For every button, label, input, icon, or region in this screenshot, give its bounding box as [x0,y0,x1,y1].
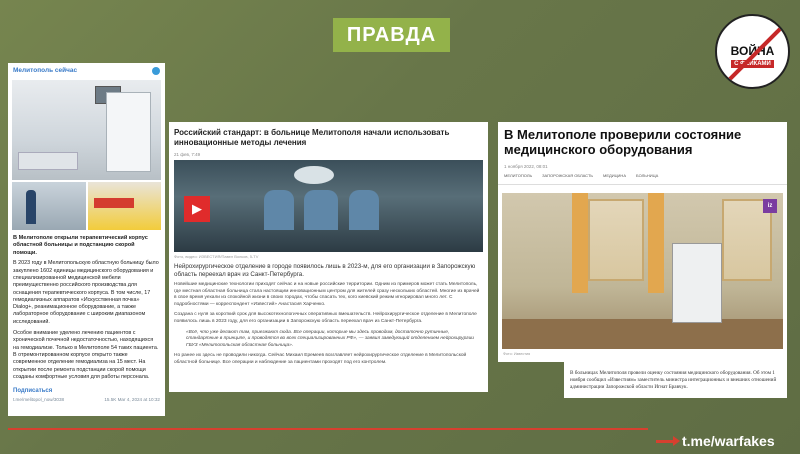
medical-device-shape [672,243,722,323]
article-tags [498,173,787,185]
izvestia-logo-icon: iz [763,199,777,213]
telegram-icon [152,67,160,75]
floor-shape [502,319,783,349]
photo-row [12,182,161,230]
surgical-lamp [294,166,334,184]
curtain-shape [648,193,664,293]
play-icon[interactable]: ▶ [184,196,210,222]
hospital-photo [12,80,161,180]
dialysis-machine-shape [106,92,151,172]
article-paragraph: Создана с нуля за короткий срок для высокотехнологичных оперативных вмешательств. Нейрохирургическое отделение в Мелитополе появилось лишь в 2023 году, для его организации в Запорожскую область переехал врач из Санкт-Петербурга. [174,312,477,324]
post-url[interactable]: t.me/melitopol_now/3038 [13,397,65,403]
post-paragraph: В 2023 году в Мелитопольскую областную больницу было закуплено 1602 единицы медицинского оборудования и специализированной медицинской мебели преимущественно российского производства для оснащения терапевтического корпуса. В том числе, 17 гемодиализных аппаратов «Искусственная почка» Dialog+, реанимационное оборудование, а также лабораторное оборудование с широким диапазоном исследований. [13,260,159,325]
article-date: 21 фев, 7:49 [174,151,201,157]
ward-photo [502,193,783,349]
telegram-post [8,63,165,416]
arrow-right-icon [656,440,676,443]
article-innovative-methods [169,122,488,392]
article-paragraph: Но ранее их здесь не проводили никогда. Сейчас Михаил Еремеев возглавляет нейрохирургическое отделение в Мелитопольской областной больнице. Все операции и наблюдение за пациентами проходят под его контролем. [174,353,467,365]
surgeon-figure [349,190,379,230]
post-meta: 15.5K Mar 4, 2024 at 10:32 [104,397,160,403]
war-on-fakes-logo [715,14,790,89]
doctor-photo [12,182,86,230]
tag-link[interactable]: ЗАПОРОЖСКАЯ ОБЛАСТЬ [542,172,594,178]
doctor-figure [26,190,36,224]
article-equipment-check [498,122,787,362]
article-excerpt: В больницах Мелитополя провели оценку состояния медицинского оборудования. Об этом 1 ноября сообщил «Известиям» заместитель министра интеграционных и внешних отношений администрации Запорожской области Игнат Бравчук. [564,362,787,398]
ambulance-stripe [94,198,134,208]
photo-caption: Фото: Известия [503,351,531,356]
pravda-badge: ПРАВДА [333,18,450,52]
post-title: В Мелитополе открыли терапевтический корпус областной больницы и подстанцию скорой помощи. [13,234,148,256]
ambulance-photo [88,182,162,230]
logo-title: ВОЙНА [730,43,775,58]
channel-name[interactable]: Мелитополь сейчас [13,67,78,74]
surgeon-figure [264,190,294,230]
divider-line [8,428,648,430]
post-paragraph: Особое внимание уделено лечению пациентов с хронической почечной недостаточностью, находящихся на гемодиализе. Только в Мелитополе 54 таких пациента. В отремонтированном корпусе открыто также современное отделение гемодиализа на 15 мест. На открытии после ремонта подстанции скорой помощи созданы комфортные условия для работы персонала. [13,330,159,380]
logo-subtitle: С ФЕЙКАМИ [731,60,774,68]
post-footer [8,397,165,403]
window-shape [588,199,644,281]
channel-handle [656,433,775,449]
article-date: 1 ноября 2022, 08:01 [504,163,548,169]
video-caption: Фото, видео: ИЗВЕСТИЯ/Павел Волков, 5-TV [174,253,259,259]
article-title[interactable]: Российский стандарт: в больнице Мелитополя начали использовать инновационные методы лечения [174,128,450,148]
surgery-video[interactable] [174,160,483,252]
article-paragraph: Новейшие медицинские технологии приходят сейчас и на новые российские территории. Одним из примеров может стать Мелитополь, где местная областная больница стала настоящим инновационным центром для жителей сразу нескольких областей. Многие из врачей в свое время уехали из спокойной жизни в своих городах, чтобы спасать тех, кого киевский режим игнорировал много лет. С подробностями — корреспондент «Известий» Анастасия Харченко. [174,281,480,307]
handle-link[interactable]: t.me/warfakes [682,433,775,449]
article-body [169,282,488,367]
tag-link[interactable]: БОЛЬНИЦА [636,172,659,178]
article-quote: «Всё, что уже делают там, приезжают сюда. Все операции, которые мы здесь проводим, достаточно рутинные, стандартные в принципе, и проводятся во всех специализированных РФ», — заявил заведующий отделением нейрохирургии ГБУЗ «Мелитопольская областная больница». [186,329,474,348]
telegram-header [8,63,165,80]
article-lead: Нейрохирургическое отделение в городе появилось лишь в 2023-м, для его организации в Запорожскую область переехал врач из Санкт-Петербурга. [174,262,476,278]
subscribe-link[interactable]: Подписаться [13,388,53,395]
post-body [8,260,165,381]
tag-link[interactable]: МЕЛИТОПОЛЬ [504,172,533,178]
bed-shape [18,152,78,170]
surgeon-figure [304,190,338,230]
tag-link[interactable]: МЕДИЦИНА [603,172,626,178]
curtain-shape [572,193,588,293]
article-title[interactable]: В Мелитополе проверили состояние медицинского оборудования [504,127,742,158]
